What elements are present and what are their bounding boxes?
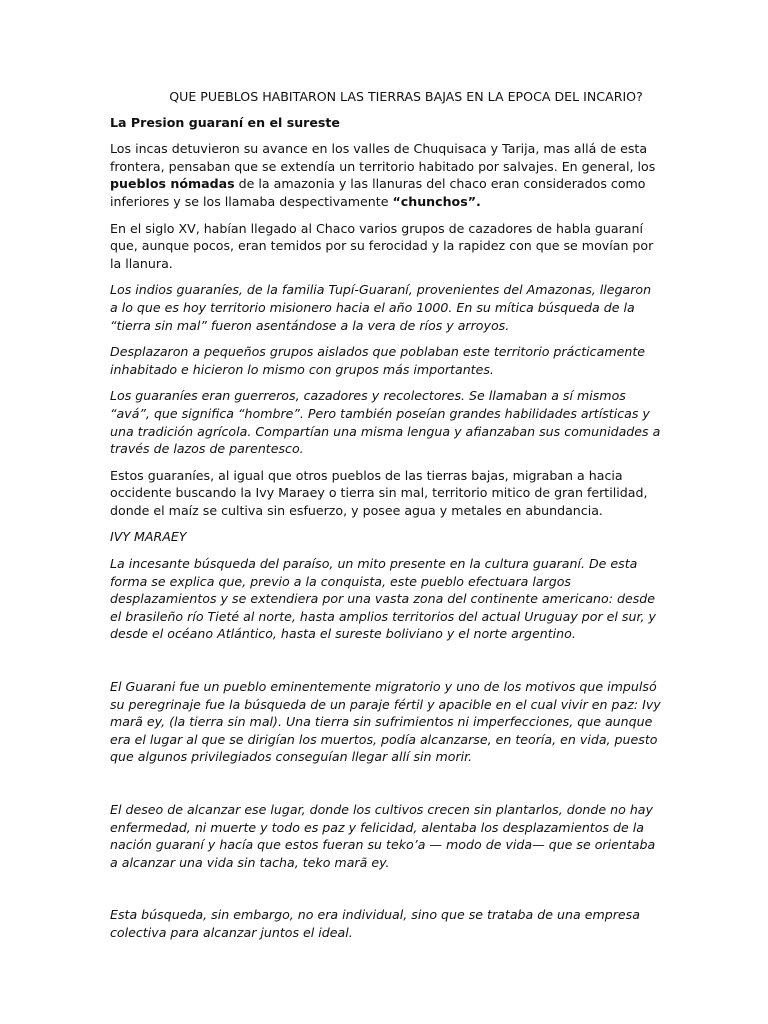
subheading-ivy-maraey: IVY MARAEY [110,529,187,545]
paragraph-1 [110,140,662,210]
paragraph-9: El deseo de alcanzar ese lugar, donde los cultivos crecen sin plantarlos, donde no hay enfermedad, ni muerte y todo es paz y felicidad, alentaba los desplazamientos de la nación guaraní y hacía que estos fueran su teko’a — modo de vida— que se orientaba a alcanzar una vida sin tacha, teko marã ey. [110,802,656,870]
blank-line [110,652,662,678]
section-heading: La Presion guaraní en el sureste [110,114,340,130]
paragraph-1-bold-nomadas: pueblos nómadas [110,176,235,192]
paragraph-7: La incesante búsqueda del paraíso, un mito presente en la cultura guaraní. De esta forma se explica que, previo a la conquista, este pueblo efectuara largos desplazamientos y se extendiera por una vasta zona del continente americano: desde el brasileño río Tieté al norte, hasta amplios territorios del actual Uruguay por el sur, y desde el océano Atlántico, hasta el sureste boliviano y el norte argentino. [110,556,656,642]
paragraph-6: Estos guaraníes, al igual que otros pueblos de las tierras bajas, migraban a hacia occidente buscando la Ivy Maraey o tierra sin mal, territorio mitico de gran fertilidad, donde el maíz se cultiva sin esfuerzo, y posee agua y metales en abundancia. [110,467,648,518]
document-page [110,88,662,951]
paragraph-4: Desplazaron a pequeños grupos aislados que poblaban este territorio prácticamente inhabitado e hicieron lo mismo con grupos más importantes. [110,344,646,377]
blank-line [110,880,662,906]
paragraph-2: En el siglo XV, habían llegado al Chaco varios grupos de cazadores de habla guaraní que, aunque pocos, eran temidos por su ferocidad y la rapidez con que se movían por la llanura. [110,220,654,271]
document-title: QUE PUEBLOS HABITARON LAS TIERRAS BAJAS EN LA EPOCA DEL INCARIO? [169,89,643,104]
paragraph-10: Esta búsqueda, sin embargo, no era individual, sino que se trataba de una empresa colectiva para alcanzar juntos el ideal. [110,907,640,940]
paragraph-8: El Guarani fue un pueblo eminentemente migratorio y uno de los motivos que impulsó su peregrinaje fue la búsqueda de un paraje fértil y apacible en el cual vivir en paz: Ivy marã ey, (la tierra sin mal). Una tierra sin sufrimientos ni imperfecciones, que aunque era el lugar al que se dirigían los muertos, podía alcanzarse, en teoría, en vida, puesto que algunos privilegiados conseguían llegar allí sin morir. [110,679,661,765]
blank-line [110,775,662,801]
paragraph-1-bold-chunchos: “chunchos”. [392,193,481,209]
paragraph-1-text-c: de la amazonia y las llanuras del chaco eran considerados como inferiores y se los llamaba despectivamente [110,176,646,209]
paragraph-5: Los guaraníes eran guerreros, cazadores y recolectores. Se llamaban a sí mismos “avá”, que significa “hombre”. Pero también poseían grandes habilidades artísticas y una tradición agrícola. Compartían una misma lengua y afianzaban sus comunidades a través de lazos de parentesco. [110,388,661,457]
paragraph-1-text-a: Los incas detuvieron su avance en los valles de Chuquisaca y Tarija, mas allá de esta frontera, pensaban que se extendía un territorio habitado por salvajes. En general, los [110,141,656,174]
paragraph-3: Los indios guaraníes, de la familia Tupí-Guaraní, provenientes del Amazonas, llegaron a lo que es hoy territorio misionero hacia el año 1000. En su mítica búsqueda de la “tierra sin mal” fueron asentándose a la vera de ríos y arroyos. [110,282,652,333]
